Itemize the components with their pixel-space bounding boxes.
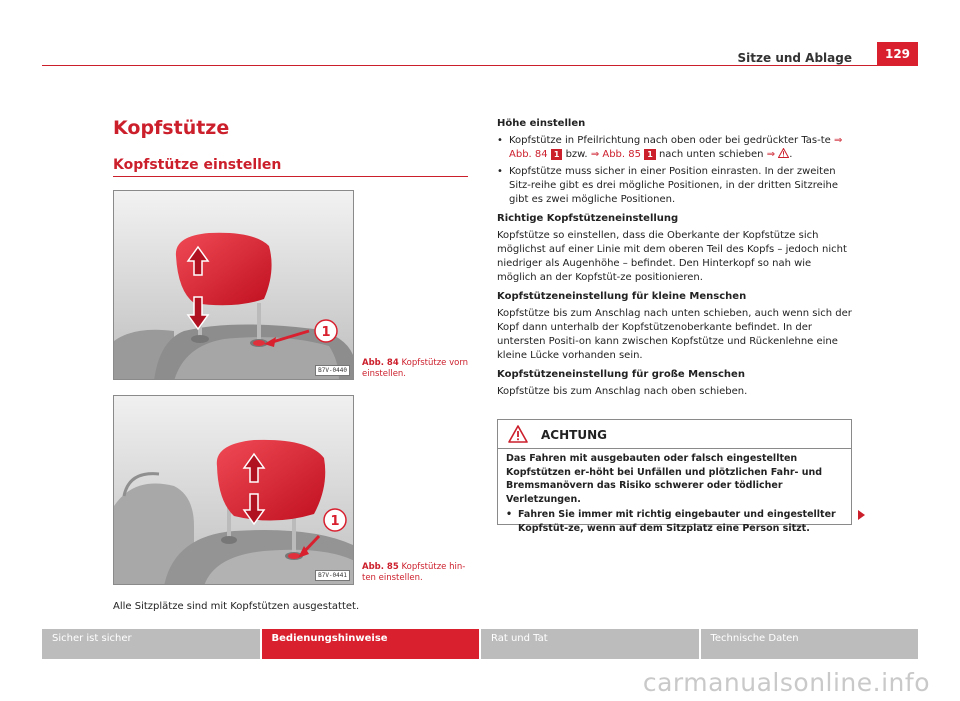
warning-triangle-icon <box>508 425 528 443</box>
footer-tab-rat-und-tat[interactable]: Rat und Tat <box>481 629 699 659</box>
continue-arrow-icon[interactable] <box>858 510 865 520</box>
figure-84-caption-text: Kopfstütze vorn einstellen. <box>362 358 469 379</box>
figure-84-caption <box>362 358 472 380</box>
heading-tall-people: Kopfstützeneinstellung für große Menschen <box>497 369 745 380</box>
figure-85-caption-label: Abb. 85 <box>362 562 399 572</box>
bullet-adjust <box>497 134 853 162</box>
warning-triangle-icon[interactable] <box>778 148 789 158</box>
bullet-dot: • <box>497 135 503 146</box>
bullet-adjust-mid: bzw. <box>565 149 588 160</box>
paragraph-tall-people: Kopfstütze bis zum Anschlag nach oben schieben. <box>497 386 748 397</box>
warning-body <box>498 452 851 535</box>
heading-small-people: Kopfstützeneinstellung für kleine Menschen <box>497 291 747 302</box>
page-title: Kopfstütze <box>113 117 230 139</box>
figure-85-caption <box>362 562 472 584</box>
warning-text: Das Fahren mit ausgebauten oder falsch eingestellten Kopfstützen er-höht bei Unfällen und plötzlichen Fahr- und Bremsmanövern das Risiko schwerer oder tödlicher Verletzungen. <box>506 453 823 505</box>
figure-84-front-headrest <box>113 190 354 380</box>
warning-bullet-text: Fahren Sie immer mit richtig eingebauter und eingestellter Kopfstüt-ze, wenn auf dem Sitzplatz eine Person sitzt. <box>518 509 836 534</box>
footer-tab-bedienungshinweise[interactable]: Bedienungshinweise <box>262 629 480 659</box>
warning-title: ACHTUNG <box>541 428 607 442</box>
bullet-adjust-text: Kopfstütze in Pfeilrichtung nach oben oder bei gedrückter Tas-te <box>509 135 831 146</box>
footer-tab-sicher[interactable]: Sicher ist sicher <box>42 629 260 659</box>
warning-box <box>497 419 852 534</box>
heading-correct: Richtige Kopfstützeneinstellung <box>497 213 679 224</box>
section-title: Sitze und Ablage <box>737 51 852 65</box>
link-fig-85[interactable]: ⇒ Abb. 85 <box>590 149 641 160</box>
callout-badge: 1 <box>551 149 563 160</box>
link-warning-arrow[interactable]: ⇒ <box>766 149 776 160</box>
paragraph-correct: Kopfstütze so einstellen, dass die Oberkante der Kopfstütze sich möglichst auf einer Linie mit dem oberen Teil des Kopfs – jedoch nicht niedriger als Augenhöhe – befindet. Den Hinterkopf so nah wie möglich an der Kopfstüt-ze positionieren. <box>497 230 847 283</box>
bullet-adjust-post: nach unten schieben <box>658 149 764 160</box>
page-number: 129 <box>877 42 918 66</box>
paragraph-small-people: Kopfstütze bis zum Anschlag nach unten schieben, auch wenn sich der Kopf dann unterhalb der Kopfstützenoberkante befindet. In der untersten Positi-on kann zwischen Kopfstütze und Rückenlehne eine kleine Lücke vorhanden sein. <box>497 308 852 361</box>
header-rule <box>42 65 918 66</box>
watermark: carmanualsonline.info <box>642 668 930 697</box>
figure-85-caption-text: Kopfstütze hin-ten einstellen. <box>362 562 466 583</box>
footer-nav <box>42 629 918 659</box>
heading-height: Höhe einstellen <box>497 118 586 129</box>
page-subtitle: Kopfstütze einstellen <box>113 157 282 173</box>
warning-header <box>498 420 851 449</box>
bullet-adjust-content: Kopfstütze in Pfeilrichtung nach oben oder bei gedrückter Tas-te ⇒ Abb. 84 1 bzw. ⇒ Abb. 85 1 nach unten schieben ⇒ . <box>509 135 843 160</box>
warning-bullet <box>506 508 843 535</box>
rear-headrest-illustration <box>114 396 354 585</box>
link-fig-84[interactable]: ⇒ Abb. 84 <box>509 135 843 160</box>
bullet-lock <box>497 165 853 207</box>
bullet-dot: • <box>506 509 513 520</box>
footer-tab-technische-daten[interactable]: Technische Daten <box>701 629 919 659</box>
callout-badge: 1 <box>644 149 656 160</box>
figure-84-caption-label: Abb. 84 <box>362 358 399 368</box>
figure-84-callout: 1 <box>321 325 331 340</box>
figure-85-code: B7V-0441 <box>315 570 350 581</box>
front-headrest-illustration <box>114 191 354 380</box>
right-column <box>497 117 853 399</box>
figure-84-code: B7V-0440 <box>315 365 350 376</box>
bullet-dot: • <box>497 166 503 177</box>
seats-headrests-note: Alle Sitzplätze sind mit Kopfstützen ausgestattet. <box>113 601 360 612</box>
figure-85-callout: 1 <box>330 514 340 529</box>
subtitle-rule <box>113 176 468 177</box>
bullet-lock-text: Kopfstütze muss sicher in einer Position einrasten. In der zweiten Sitz-reihe gibt es drei mögliche Positionen, in der dritten Sitzreihe gibt es zwei mögliche Positionen. <box>509 166 839 205</box>
figure-85-rear-headrest <box>113 395 354 585</box>
